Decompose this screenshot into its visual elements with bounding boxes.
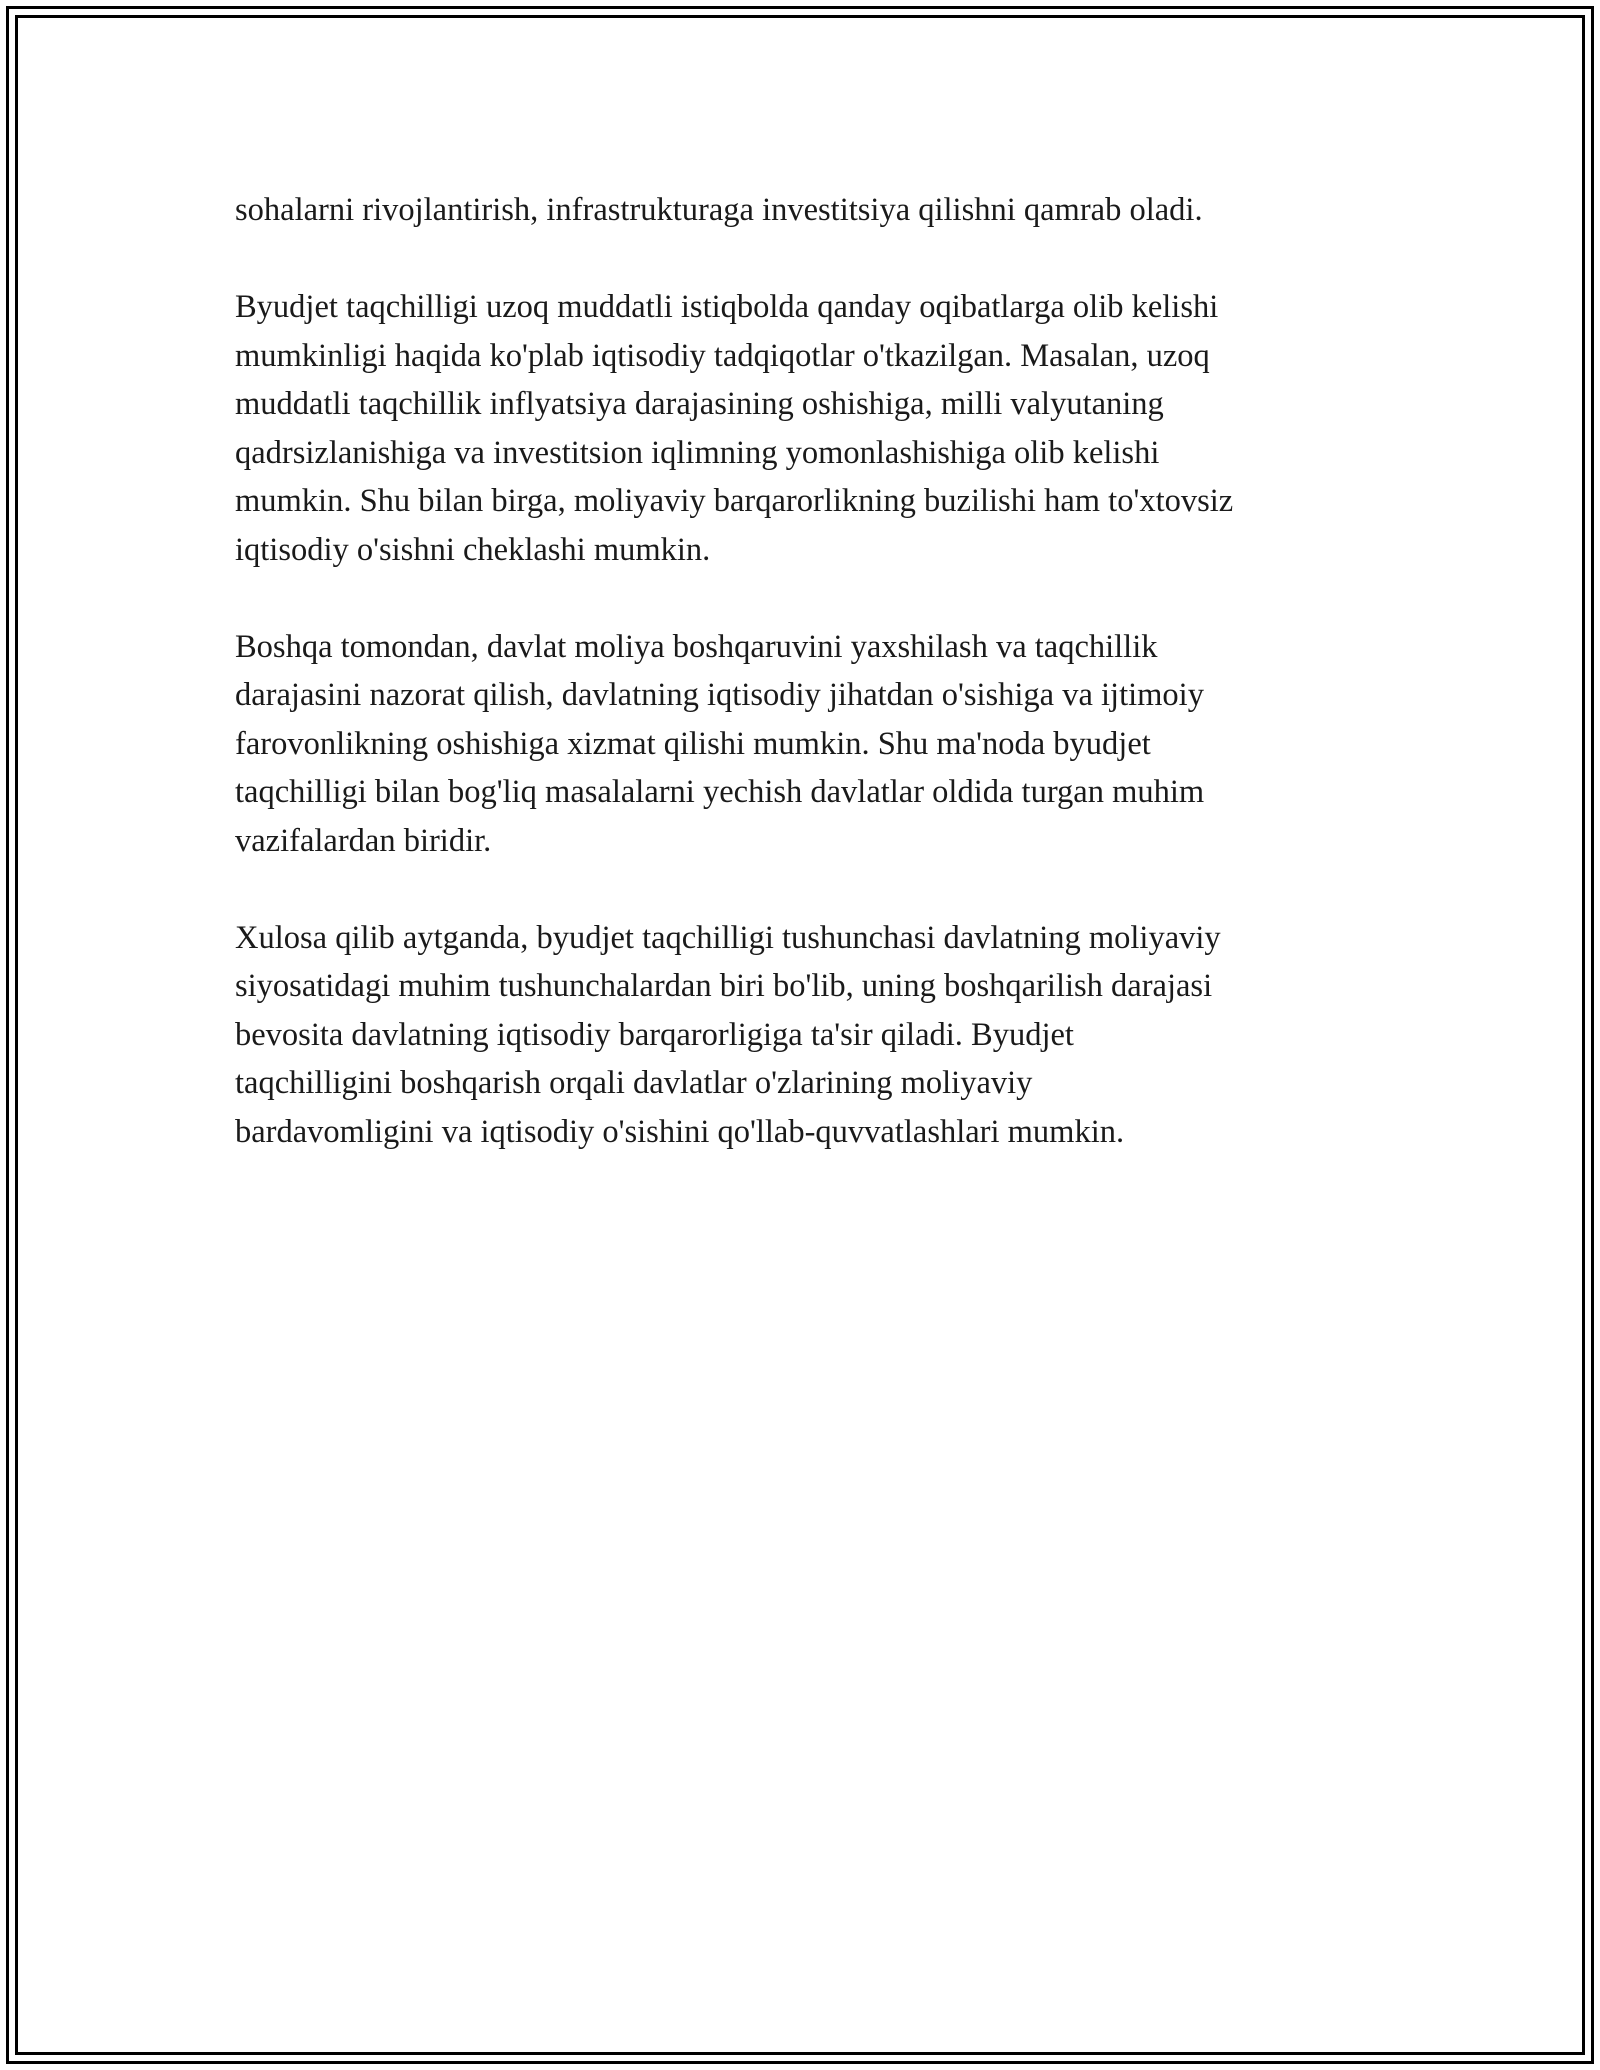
document-body	[235, 186, 1385, 1205]
paragraph-3: Boshqa tomondan, davlat moliya boshqaruvini yaxshilash va taqchillik darajasini nazorat qilish, davlatning iqtisodiy jihatdan o'sishiga va ijtimoiy farovonlikning oshishiga xizmat qilishi mumkin. Shu ma'noda byudjet taqchilligi bilan bog'liq masalalarni yechish davlatlar oldida turgan muhim vazifalardan biridir.	[235, 628, 1205, 859]
paragraph-2: Byudjet taqchilligi uzoq muddatli istiqbolda qanday oqibatlarga olib kelishi mumkinligi haqida ko'plab iqtisodiy tadqiqotlar o'tkazilgan. Masalan, uzoq muddatli taqchillik inflyatsiya darajasining oshishiga, milli valyutaning qadrsizlanishiga va investitsion iqlimning yomonlashishiga olib kelishi mumkin. Shu bilan birga, moliyaviy barqarorlikning buzilishi ham to'xtovsiz iqtisodiy o'sishni cheklashi mumkin.	[235, 289, 1234, 568]
paragraph-4: Xulosa qilib aytganda, byudjet taqchilligi tushunchasi davlatning moliyaviy siyosatidagi muhim tushunchalardan biri bo'lib, uning boshqarilish darajasi bevosita davlatning iqtisodiy barqarorligiga ta'sir qiladi. Byudjet taqchilligini boshqarish orqali davlatlar o'zlarining moliyaviy bardavomligini va iqtisodiy o'sishini qo'llab-quvvatlashlari mumkin.	[235, 919, 1221, 1150]
paragraph-1: sohalarni rivojlantirish, infrastrukturaga investitsiya qilishni qamrab oladi.	[235, 192, 1203, 228]
